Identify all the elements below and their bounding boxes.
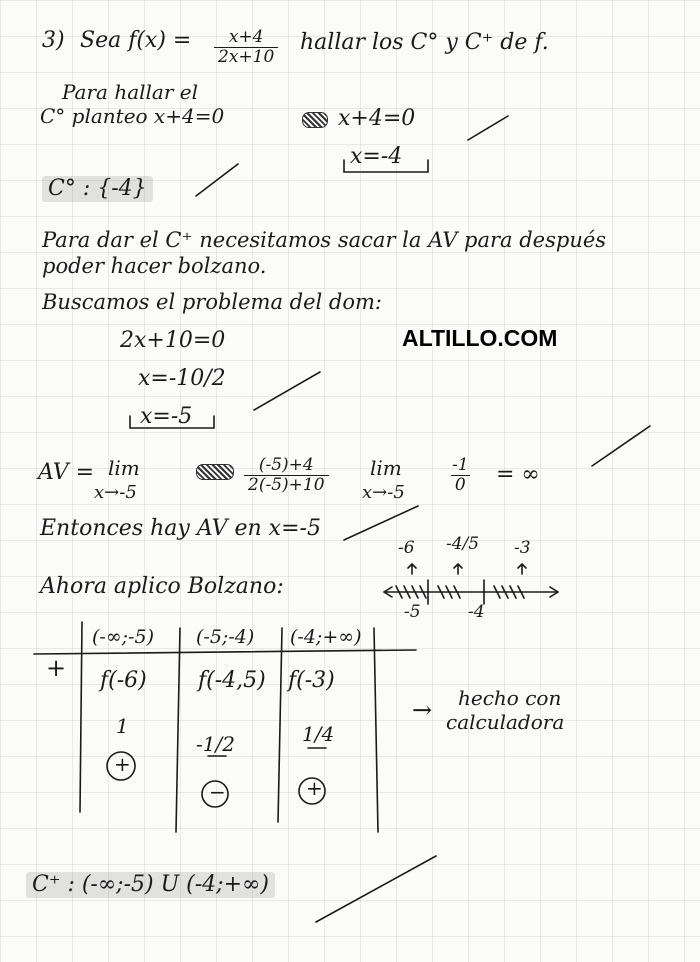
nl-test-2: -4/5 bbox=[446, 534, 480, 554]
table-value-1: 1 bbox=[116, 714, 129, 738]
nl-mark-1: -5 bbox=[404, 602, 421, 622]
test-point-arrow bbox=[454, 564, 462, 574]
table-eval-1: f(-6) bbox=[100, 668, 147, 693]
check-stroke bbox=[468, 116, 508, 140]
limit-sub2: x→-5 bbox=[362, 482, 405, 503]
intro-line2: poder hacer bolzano. bbox=[42, 254, 267, 278]
table-eval-2: f(-4,5) bbox=[198, 668, 266, 693]
table-header-1: (-∞;-5) bbox=[92, 626, 154, 648]
table-header-2: (-5;-4) bbox=[196, 626, 255, 648]
conclusion: Entonces hay AV en x=-5 bbox=[40, 516, 321, 541]
problem-number: 3) bbox=[42, 28, 65, 53]
table-header-line bbox=[34, 650, 416, 654]
sign-circle bbox=[107, 752, 135, 780]
roots-result: x=-4 bbox=[350, 144, 403, 169]
problem-rest: hallar los C° y C⁺ de f. bbox=[300, 30, 549, 55]
note-arrow: → bbox=[412, 696, 433, 724]
roots-eq: x+4=0 bbox=[338, 106, 416, 131]
test-point-arrow bbox=[408, 564, 416, 574]
check-stroke bbox=[316, 856, 436, 922]
roots-answer: C° : {-4} bbox=[42, 176, 153, 202]
domain-eq2: x=-10/2 bbox=[138, 366, 226, 391]
roots-line1: Para hallar el bbox=[62, 80, 198, 104]
limit-sub: x→-5 bbox=[94, 482, 137, 503]
note-line2: calculadora bbox=[446, 710, 565, 734]
limit-frac2-den: 0 bbox=[451, 475, 470, 495]
table-divider bbox=[278, 628, 282, 822]
nl-test-1: -6 bbox=[398, 538, 415, 558]
intro-line1: Para dar el C⁺ necesitamos sacar la AV para después bbox=[42, 228, 607, 252]
sign-circle bbox=[202, 781, 228, 807]
bracket-underline bbox=[344, 160, 428, 172]
problem-frac-num: x+4 bbox=[228, 27, 264, 47]
final-answer: C⁺ : (-∞;-5) U (-4;+∞) bbox=[26, 872, 275, 898]
table-eval-3: f(-3) bbox=[288, 668, 335, 693]
table-header-3: (-4;+∞) bbox=[290, 626, 362, 648]
check-stroke bbox=[344, 506, 418, 540]
bolzano-heading: Ahora aplico Bolzano: bbox=[40, 574, 284, 599]
intro-line3: Buscamos el problema del dom: bbox=[42, 290, 382, 314]
check-stroke bbox=[254, 372, 320, 410]
table-divider bbox=[80, 622, 82, 812]
table-value-3: 1/4 bbox=[302, 722, 335, 746]
table-sign-3: + bbox=[306, 776, 323, 800]
table-sign: + bbox=[46, 654, 67, 682]
roots-line2: C° planteo x+4=0 bbox=[40, 104, 225, 128]
table-divider bbox=[176, 628, 180, 832]
problem-frac-den: 2x+10 bbox=[214, 47, 278, 67]
sign-circle bbox=[299, 778, 325, 804]
table-value-2: -1/2 bbox=[196, 732, 235, 756]
domain-eq3: x=-5 bbox=[140, 404, 193, 429]
bracket-underline bbox=[130, 416, 214, 428]
limit-frac1-num: (-5)+4 bbox=[258, 455, 314, 475]
limit-result: = ∞ bbox=[496, 462, 540, 487]
check-stroke bbox=[196, 164, 238, 196]
domain-eq1: 2x+10=0 bbox=[120, 328, 226, 353]
watermark: ALTILLO.COM bbox=[402, 325, 558, 351]
table-sign-1: + bbox=[114, 752, 131, 776]
test-point-arrow bbox=[518, 564, 526, 574]
table-sign-2: − bbox=[209, 780, 226, 804]
problem-sea: Sea f(x) = bbox=[80, 28, 192, 53]
nl-test-3: -3 bbox=[514, 538, 531, 558]
limit-frac1-den: 2(-5)+10 bbox=[244, 475, 329, 495]
nl-mark-2: -4 bbox=[468, 602, 485, 622]
hatch-marks bbox=[438, 586, 460, 598]
limit-frac2-num: -1 bbox=[452, 455, 469, 475]
table-divider bbox=[374, 628, 378, 832]
note-line1: hecho con bbox=[458, 686, 562, 710]
limit-lim2: lim bbox=[370, 456, 402, 480]
limit-lim: lim bbox=[108, 456, 140, 480]
limit-av: AV = bbox=[38, 460, 95, 485]
check-stroke bbox=[592, 426, 650, 466]
